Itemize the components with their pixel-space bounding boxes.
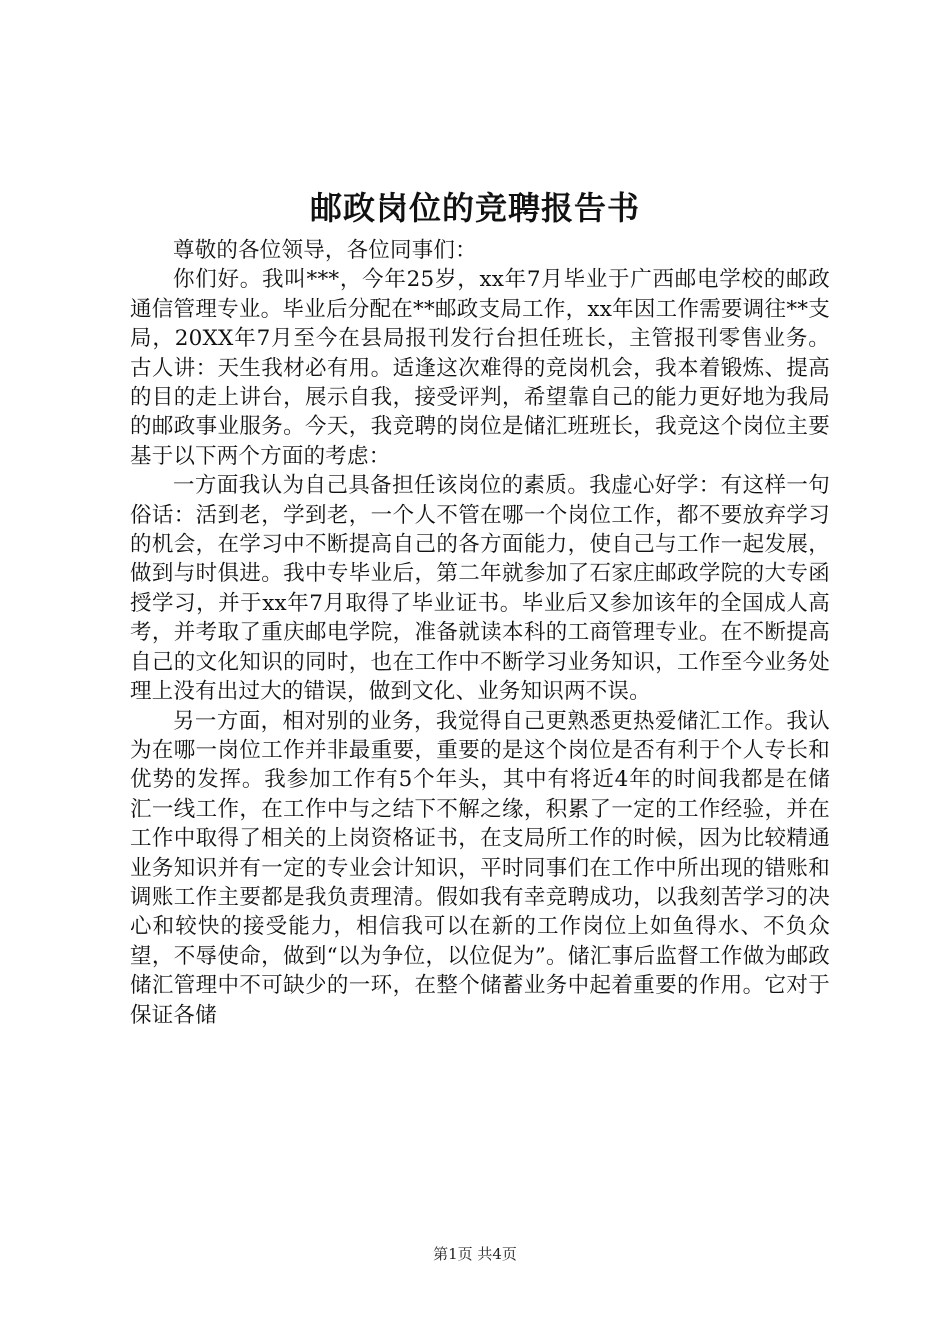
salutation-paragraph: 尊敬的各位领导，各位同事们： <box>173 238 477 263</box>
first-reason-paragraph: 一方面我认为自己具备担任该岗位的素质。我虚心好学：有这样一句俗话：活到老，学到老，一个人不管在哪一个岗位工作，都不要放弃学习的机会，在学习中不断提高自己的各方面能力，使自己与工作一起发展，做到与时俱进。我中专毕业后，第二年就参加了石家庄邮政学院的大专函授学习，并于xx年7月取得了毕业证书。毕业后又参加该年的全国成人高考，并考取了重庆邮电学院，准备就读本科的工商管理专业。在不断提高自己的文化知识的同时，也在工作中不断学习业务知识，工作至今业务处理上没有出过大的错误，做到文化、业务知识两不误。 <box>130 473 830 705</box>
second-reason-paragraph: 另一方面，相对别的业务，我觉得自己更熟悉更热爱储汇工作。我认为在哪一岗位工作并非最重要，重要的是这个岗位是否有利于个人专长和优势的发挥。我参加工作有5个年头，其中有将近4年的时间我都是在储汇一线工作，在工作中与之结下不解之缘，积累了一定的工作经验，并在工作中取得了相关的上岗资格证书，在支局所工作的时候，因为比较精通业务知识并有一定的专业会计知识，平时同事们在工作中所出现的错账和调账工作主要都是我负责理清。假如我有幸竞聘成功，以我刻苦学习的决心和较快的接受能力，相信我可以在新的工作岗位上如鱼得水、不负众望，不辱使命，做到“以为争位，以位促为”。储汇事后监督工作做为邮政储汇管理中不可缺少的一环，在整个储蓄业务中起着重要的作用。它对于保证各储 <box>130 708 830 1028</box>
intro-paragraph: 你们好。我叫***，今年25岁，xx年7月毕业于广西邮电学校的邮政通信管理专业。毕业后分配在**邮政支局工作，xx年因工作需要调往**支局，20XX年7月至今在县局报刊发行台担任班长，主管报刊零售业务。古人讲：天生我材必有用。适逢这次难得的竞岗机会，我本着锻炼、提高的目的走上讲台，展示自我，接受评判，希望靠自己的能力更好地为我局的邮政事业服务。今天，我竞聘的岗位是储汇班班长，我竞这个岗位主要基于以下两个方面的考虑： <box>130 267 830 469</box>
page-number-footer: 第1页 共4页 <box>433 1245 517 1263</box>
document-title: 邮政岗位的竞聘报告书 <box>309 189 640 227</box>
document-body <box>130 236 830 1030</box>
